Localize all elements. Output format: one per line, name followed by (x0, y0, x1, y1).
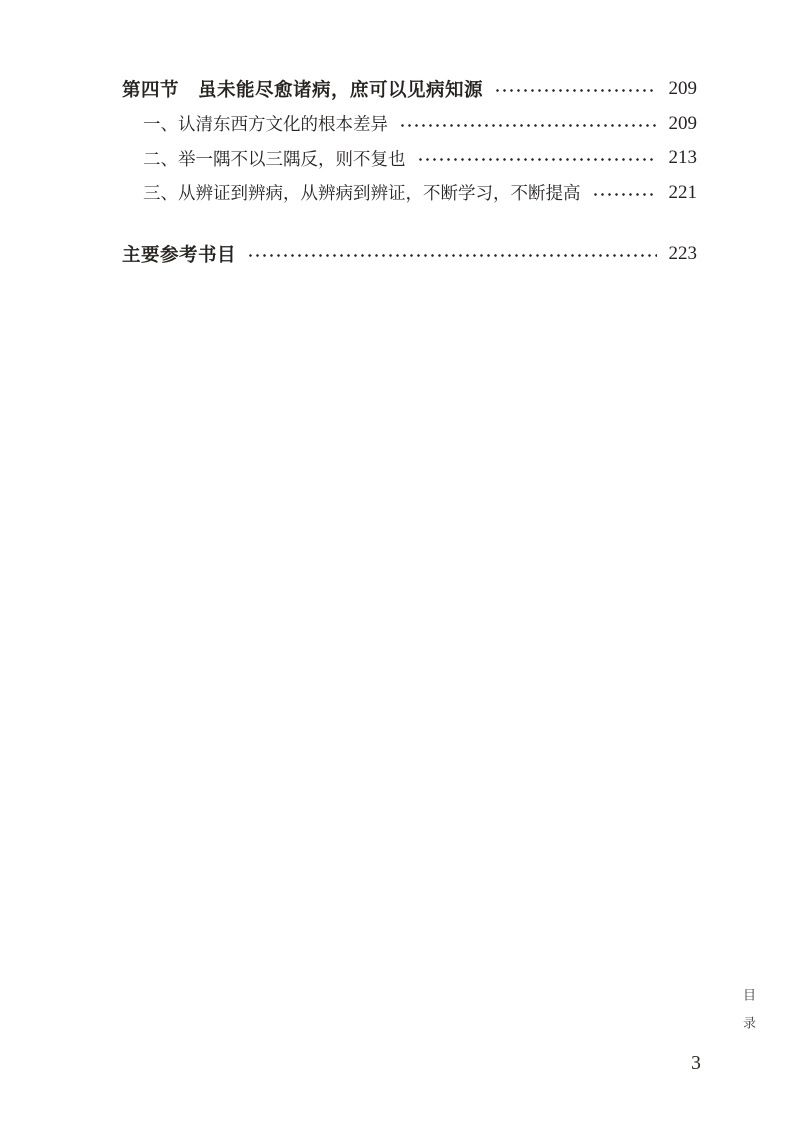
dot-leader (415, 141, 658, 176)
toc-entry-sub2 (122, 141, 697, 176)
toc-list (122, 72, 697, 272)
folio-page-number: 3 (691, 1053, 701, 1074)
toc-entry-sub3 (122, 176, 697, 211)
toc-entry-bibliography (122, 237, 697, 272)
toc-entry-sub1 (122, 107, 697, 142)
toc-entry-label: 第四节 虽未能尽愈诸病，庶可以见病知源 (122, 79, 484, 101)
toc-entry-label: 二、举一隅不以三隅反，则不复也 (143, 148, 406, 169)
toc-page-number: 209 (668, 78, 697, 100)
toc-page-number: 209 (668, 112, 697, 134)
running-head-vertical: 目录 (741, 988, 756, 1044)
dot-leader (492, 72, 657, 107)
toc-entry-label: 三、从辨证到辨病，从辨病到辨证，不断学习，不断提高 (143, 183, 581, 204)
dot-leader (590, 176, 658, 211)
dot-leader (245, 237, 657, 272)
toc-page-number: 221 (668, 181, 697, 203)
toc-page-number: 213 (668, 147, 697, 169)
dot-leader (397, 107, 657, 142)
toc-page-number: 223 (668, 243, 697, 265)
toc-entry-label: 一、认清东西方文化的根本差异 (143, 114, 388, 135)
toc-entry-section4 (122, 72, 697, 107)
toc-entry-label: 主要参考书目 (122, 244, 237, 266)
